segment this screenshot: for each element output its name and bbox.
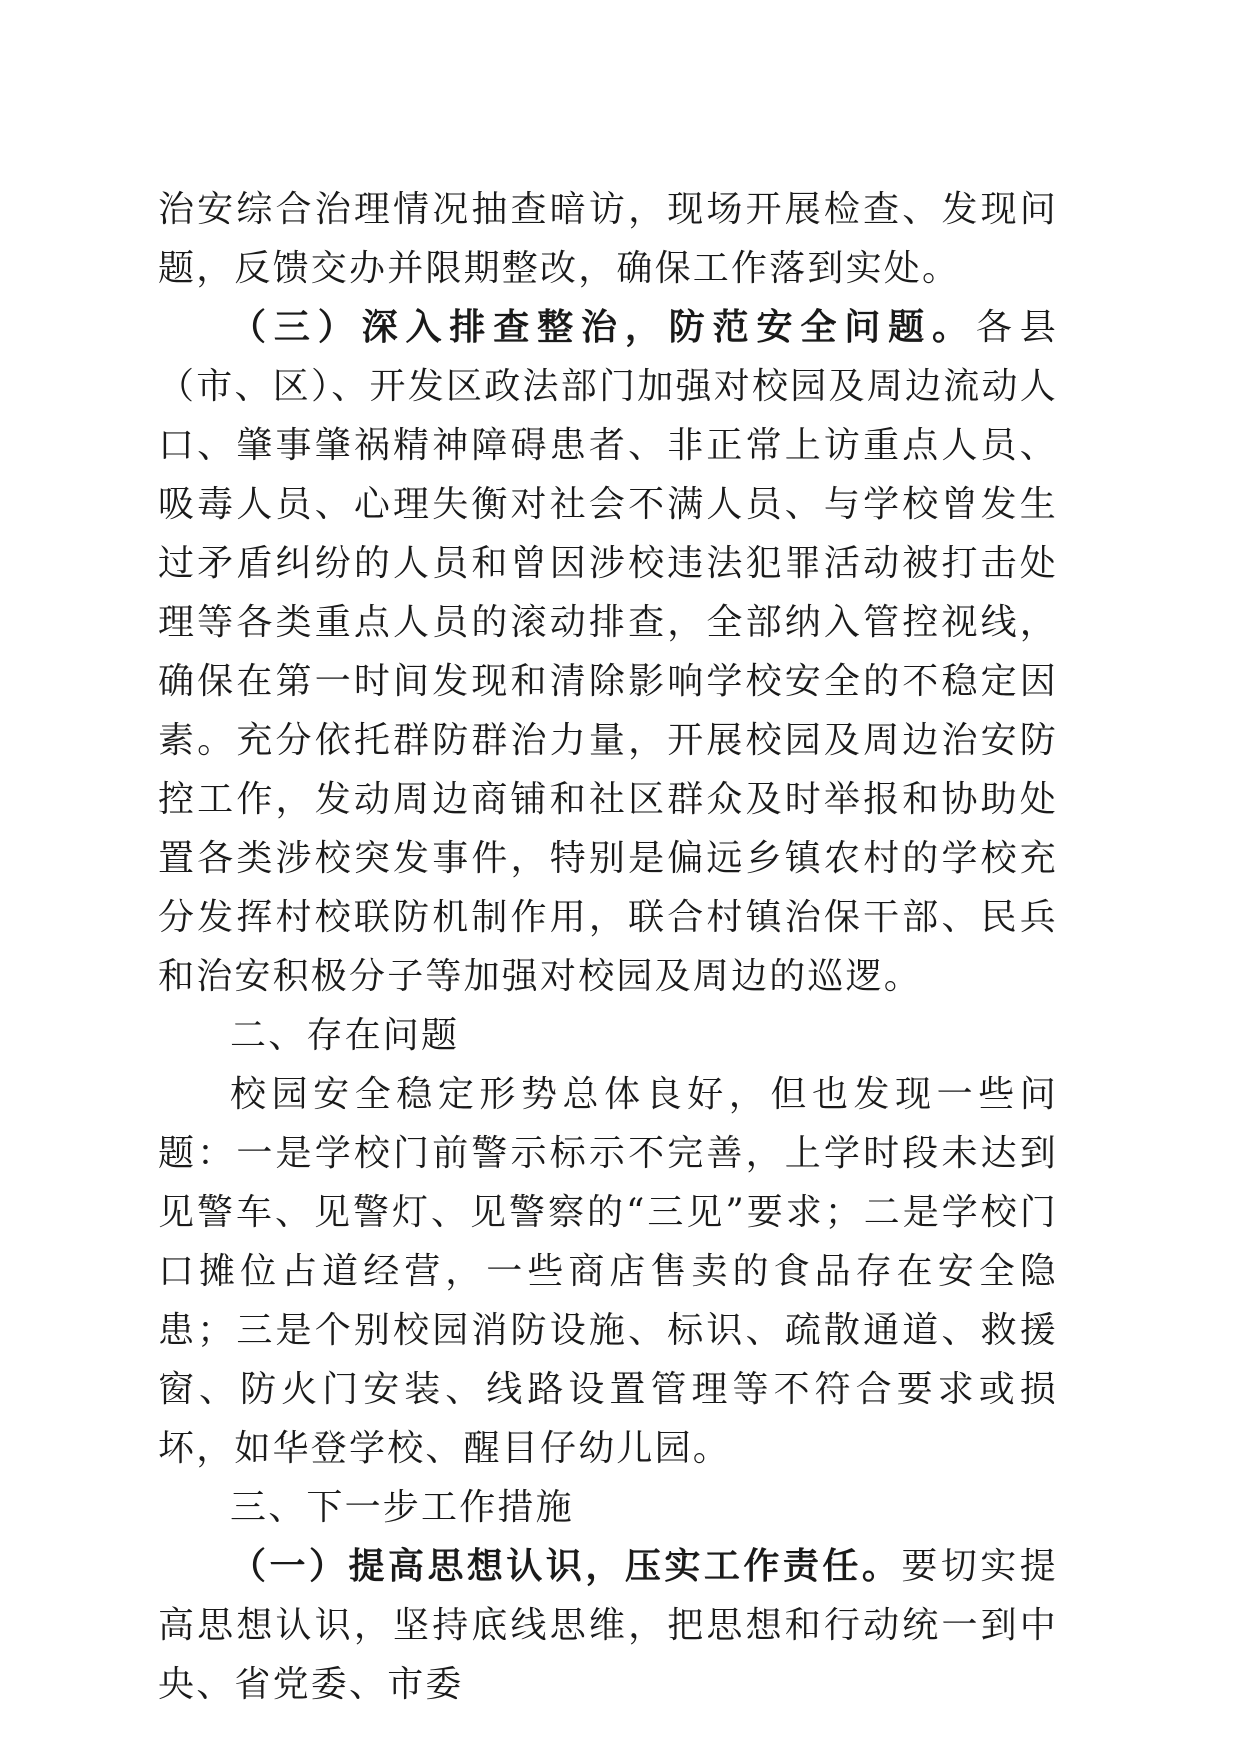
paragraph-continuation bbox=[158, 180, 1058, 298]
paragraph-text: 校园安全稳定形势总体良好，但也发现一些问题：一是学校门前警示标示不完善，上学时段未达到见警车、见警灯、见警察的“三见”要求；二是学校门口摊位占道经营，一些商店售卖的食品存在安全隐患；三是个别校园消防设施、标识、疏散通道、救援窗、防火门安装、线路设置管理等不符合要求或损坏，如华登学校、醒目仔幼儿园。 bbox=[158, 1074, 1058, 1469]
paragraph-text: 治安综合治理情况抽查暗访，现场开展检查、发现问题，反馈交办并限期整改，确保工作落到实处。 bbox=[158, 189, 1058, 289]
heading-existing-problems: 二、存在问题 bbox=[230, 1015, 460, 1056]
paragraph-next-step-one bbox=[158, 1537, 1058, 1714]
heading-next-steps: 三、下一步工作措施 bbox=[230, 1487, 574, 1528]
paragraph-text: 要切实提高思想认识，坚持底线思维，把思想和行动统一到中央、省党委、市委 bbox=[158, 1546, 1058, 1705]
next-step-one-title: （一）提高思想认识，压实工作责任。 bbox=[230, 1545, 902, 1587]
paragraph-problems bbox=[158, 1065, 1058, 1478]
paragraph-section-three bbox=[158, 298, 1058, 1006]
paragraph-text: 各县（市、区）、开发区政法部门加强对校园及周边流动人口、肇事肇祸精神障碍患者、非正常上访重点人员、吸毒人员、心理失衡对社会不满人员、与学校曾发生过矛盾纠纷的人员和曾因涉校违法犯罪活动被打击处理等各类重点人员的滚动排查，全部纳入管控视线，确保在第一时间发现和清除影响学校安全的不稳定因素。充分依托群防群治力量，开展校园及周边治安防控工作，发动周边商铺和社区群众及时举报和协助处置各类涉校突发事件，特别是偏远乡镇农村的学校充分发挥村校联防机制作用，联合村镇治保干部、民兵和治安积极分子等加强对校园及周边的巡逻。 bbox=[158, 307, 1058, 997]
section-three-title: （三）深入排查整治，防范安全问题。 bbox=[230, 306, 976, 348]
document-body bbox=[158, 180, 1058, 1714]
